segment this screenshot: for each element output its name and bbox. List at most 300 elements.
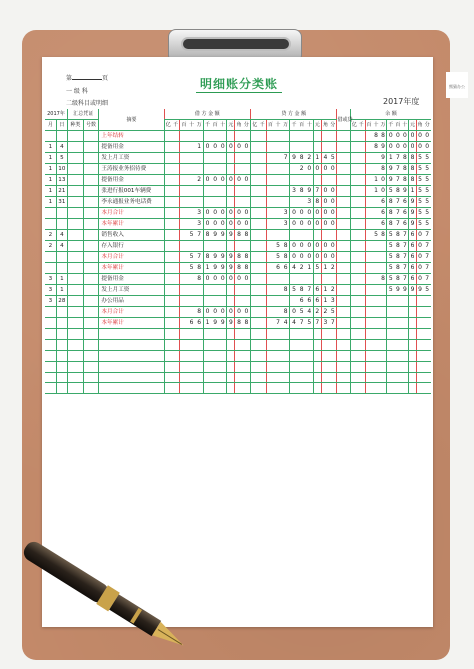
- credit-digit: [258, 153, 266, 164]
- debit-unit-header: 千: [172, 120, 180, 131]
- debit-digit: 5: [188, 252, 196, 263]
- debit-digit: [227, 285, 235, 296]
- header-row-1: [45, 109, 431, 120]
- credit-digit: [274, 131, 282, 142]
- debit-digit: 0: [203, 175, 211, 186]
- balance-digit: [358, 164, 365, 175]
- balance-digit: 0: [416, 263, 423, 274]
- debit-digit: 0: [243, 307, 251, 318]
- credit-digit: [290, 339, 298, 350]
- debit-digit: [211, 131, 219, 142]
- debit-digit: [172, 186, 180, 197]
- credit-digit: [306, 372, 314, 383]
- debit-digit: 3: [196, 219, 204, 230]
- credit-digit: [251, 296, 259, 307]
- balance-digit: [372, 339, 379, 350]
- balance-digit: [358, 197, 365, 208]
- debit-digit: [164, 318, 172, 329]
- debit-digit: [164, 383, 172, 394]
- table-row: [45, 153, 431, 164]
- debit-digit: [219, 186, 227, 197]
- debit-digit: [227, 241, 235, 252]
- credit-digit: 7: [298, 318, 306, 329]
- ledger-year: 2017年度: [383, 97, 420, 106]
- balance-digit: [380, 329, 387, 340]
- balance-digit: [372, 197, 379, 208]
- debit-digit: [203, 164, 211, 175]
- debit-digit: [219, 131, 227, 142]
- credit-digit: [266, 186, 274, 197]
- day-cell: [56, 318, 67, 329]
- credit-digit: 5: [274, 252, 282, 263]
- balance-digit: 0: [387, 142, 394, 153]
- balance-digit: 5: [423, 175, 431, 186]
- type-cell: [67, 241, 83, 252]
- balance-digit: 8: [380, 164, 387, 175]
- summary-cell: [99, 339, 164, 350]
- ledger-table: [45, 109, 431, 394]
- credit-digit: 2: [329, 285, 337, 296]
- type-cell: [67, 296, 83, 307]
- credit-digit: [313, 230, 321, 241]
- balance-digit: 8: [380, 230, 387, 241]
- summary-cell: 本月合计: [99, 252, 164, 263]
- credit-digit: [298, 383, 306, 394]
- type-cell: [67, 219, 83, 230]
- balance-digit: [365, 274, 372, 285]
- summary-cell: 本年累计: [99, 219, 164, 230]
- month-cell: [45, 318, 56, 329]
- debit-digit: [203, 197, 211, 208]
- dir-cell: [337, 339, 350, 350]
- number-cell: [83, 252, 99, 263]
- table-row: [45, 252, 431, 263]
- debit-digit: [172, 383, 180, 394]
- debit-digit: [188, 383, 196, 394]
- credit-digit: 6: [313, 296, 321, 307]
- balance-digit: [350, 296, 357, 307]
- credit-digit: [313, 339, 321, 350]
- balance-digit: [394, 296, 401, 307]
- credit-digit: [282, 186, 290, 197]
- balance-digit: [394, 339, 401, 350]
- debit-digit: [172, 153, 180, 164]
- debit-digit: [227, 164, 235, 175]
- debit-digit: [180, 263, 188, 274]
- day-cell: 5: [56, 153, 67, 164]
- balance-digit: [358, 241, 365, 252]
- credit-digit: [251, 230, 259, 241]
- balance-digit: 5: [387, 241, 394, 252]
- credit-digit: 4: [290, 263, 298, 274]
- balance-digit: 1: [409, 186, 416, 197]
- credit-digit: [290, 142, 298, 153]
- credit-digit: 0: [313, 208, 321, 219]
- balance-digit: 7: [402, 241, 409, 252]
- credit-unit-header: 十: [306, 120, 314, 131]
- debit-digit: [164, 175, 172, 186]
- debit-digit: 2: [196, 175, 204, 186]
- balance-digit: 9: [387, 175, 394, 186]
- balance-digit: 5: [416, 197, 423, 208]
- balance-digit: [350, 241, 357, 252]
- credit-unit-header: 百: [298, 120, 306, 131]
- month-cell: [45, 131, 56, 142]
- balance-digit: 7: [423, 230, 431, 241]
- summary-cell: [99, 350, 164, 361]
- debit-digit: [211, 329, 219, 340]
- debit-digit: [196, 285, 204, 296]
- debit-digit: 0: [235, 219, 243, 230]
- credit-digit: [251, 252, 259, 263]
- balance-digit: 8: [387, 219, 394, 230]
- balance-digit: [365, 285, 372, 296]
- credit-digit: [258, 131, 266, 142]
- debit-digit: [172, 252, 180, 263]
- debit-digit: [180, 230, 188, 241]
- debit-digit: [180, 208, 188, 219]
- balance-digit: [372, 372, 379, 383]
- balance-digit: [380, 372, 387, 383]
- credit-digit: [258, 274, 266, 285]
- credit-digit: [321, 339, 329, 350]
- balance-digit: 0: [380, 186, 387, 197]
- debit-digit: [180, 372, 188, 383]
- credit-digit: [251, 339, 259, 350]
- debit-digit: [203, 153, 211, 164]
- month-cell: [45, 383, 56, 394]
- balance-digit: [358, 329, 365, 340]
- credit-digit: [266, 274, 274, 285]
- credit-digit: 1: [321, 296, 329, 307]
- table-row: [45, 296, 431, 307]
- balance-digit: 6: [380, 208, 387, 219]
- balance-digit: 6: [402, 197, 409, 208]
- debit-digit: [243, 329, 251, 340]
- summary-cell: 本月合计: [99, 307, 164, 318]
- balance-digit: [380, 263, 387, 274]
- balance-digit: 8: [387, 208, 394, 219]
- credit-digit: 7: [313, 186, 321, 197]
- debit-digit: [172, 230, 180, 241]
- summary-cell: 王涛报业务招待费: [99, 164, 164, 175]
- debit-digit: 8: [235, 263, 243, 274]
- balance-digit: [387, 372, 394, 383]
- balance-digit: [416, 339, 423, 350]
- table-row: [45, 318, 431, 329]
- credit-digit: [329, 339, 337, 350]
- credit-digit: 0: [290, 219, 298, 230]
- clip-slot: [181, 37, 291, 51]
- debit-digit: [164, 219, 172, 230]
- credit-digit: [258, 230, 266, 241]
- balance-digit: [358, 252, 365, 263]
- debit-digit: [235, 350, 243, 361]
- debit-digit: [235, 131, 243, 142]
- type-cell: [67, 274, 83, 285]
- balance-digit: [423, 318, 431, 329]
- balance-digit: [387, 329, 394, 340]
- debit-digit: 6: [196, 318, 204, 329]
- credit-digit: 6: [306, 296, 314, 307]
- balance-digit: 5: [416, 208, 423, 219]
- debit-digit: [219, 164, 227, 175]
- day-cell: 4: [56, 241, 67, 252]
- day-cell: [56, 383, 67, 394]
- credit-digit: 0: [298, 219, 306, 230]
- table-row: [45, 274, 431, 285]
- balance-unit-header: 角: [416, 120, 423, 131]
- balance-digit: 8: [394, 252, 401, 263]
- credit-digit: 8: [282, 307, 290, 318]
- debit-digit: [196, 339, 204, 350]
- credit-digit: [313, 329, 321, 340]
- credit-digit: 5: [290, 285, 298, 296]
- balance-digit: [387, 339, 394, 350]
- credit-digit: [258, 252, 266, 263]
- debit-digit: [227, 361, 235, 372]
- balance-digit: 5: [423, 164, 431, 175]
- balance-digit: 7: [394, 175, 401, 186]
- table-row: [45, 230, 431, 241]
- number-cell: [83, 318, 99, 329]
- debit-digit: 0: [243, 219, 251, 230]
- debit-digit: [227, 329, 235, 340]
- balance-digit: [372, 307, 379, 318]
- number-cell: [83, 361, 99, 372]
- debit-digit: [164, 372, 172, 383]
- credit-digit: [313, 372, 321, 383]
- debit-digit: [227, 197, 235, 208]
- debit-digit: [164, 131, 172, 142]
- credit-digit: [251, 372, 259, 383]
- balance-digit: 0: [409, 142, 416, 153]
- day-cell: 31: [56, 197, 67, 208]
- debit-digit: 0: [227, 219, 235, 230]
- balance-digit: [358, 208, 365, 219]
- debit-digit: 8: [243, 252, 251, 263]
- dir-cell: [337, 208, 350, 219]
- balance-digit: [409, 372, 416, 383]
- debit-digit: [164, 208, 172, 219]
- credit-digit: [266, 285, 274, 296]
- debit-digit: [196, 153, 204, 164]
- balance-digit: [358, 142, 365, 153]
- dir-cell: [337, 361, 350, 372]
- balance-digit: [365, 263, 372, 274]
- debit-digit: [188, 131, 196, 142]
- balance-digit: [416, 329, 423, 340]
- credit-unit-header: 千: [290, 120, 298, 131]
- credit-unit-header: 角: [321, 120, 329, 131]
- debit-digit: 8: [196, 307, 204, 318]
- credit-digit: [321, 361, 329, 372]
- dir-cell: [337, 307, 350, 318]
- credit-digit: [290, 230, 298, 241]
- balance-digit: [394, 329, 401, 340]
- credit-digit: [329, 142, 337, 153]
- balance-digit: 0: [416, 274, 423, 285]
- balance-digit: 0: [394, 131, 401, 142]
- balance-digit: [358, 339, 365, 350]
- debit-digit: [180, 252, 188, 263]
- balance-digit: [358, 175, 365, 186]
- balance-digit: [365, 131, 372, 142]
- balance-digit: [350, 230, 357, 241]
- balance-digit: 5: [387, 263, 394, 274]
- balance-digit: [423, 339, 431, 350]
- debit-digit: 0: [203, 208, 211, 219]
- balance-digit: 5: [423, 197, 431, 208]
- debit-digit: [188, 274, 196, 285]
- voucher-year-header: 2017年: [45, 109, 67, 120]
- balance-digit: [394, 383, 401, 394]
- debit-digit: 9: [227, 318, 235, 329]
- balance-digit: [409, 339, 416, 350]
- debit-digit: [219, 296, 227, 307]
- credit-digit: 4: [290, 318, 298, 329]
- credit-digit: [251, 318, 259, 329]
- debit-digit: [172, 307, 180, 318]
- balance-digit: [372, 252, 379, 263]
- credit-digit: 2: [329, 263, 337, 274]
- credit-digit: [313, 383, 321, 394]
- credit-digit: [258, 263, 266, 274]
- balance-digit: 8: [394, 274, 401, 285]
- credit-digit: [306, 175, 314, 186]
- debit-digit: [188, 350, 196, 361]
- credit-digit: [266, 372, 274, 383]
- credit-digit: 0: [306, 164, 314, 175]
- balance-digit: [365, 186, 372, 197]
- debit-unit-header: 百: [211, 120, 219, 131]
- balance-digit: [394, 372, 401, 383]
- credit-digit: [313, 350, 321, 361]
- credit-digit: [329, 131, 337, 142]
- type-cell: [67, 372, 83, 383]
- debit-unit-header: 角: [235, 120, 243, 131]
- type-cell: [67, 307, 83, 318]
- number-cell: [83, 372, 99, 383]
- debit-digit: 0: [219, 219, 227, 230]
- credit-digit: [306, 142, 314, 153]
- balance-digit: [372, 241, 379, 252]
- debit-digit: [196, 361, 204, 372]
- balance-digit: [365, 175, 372, 186]
- debit-digit: [235, 372, 243, 383]
- day-cell: [56, 252, 67, 263]
- debit-digit: 0: [211, 307, 219, 318]
- number-cell: [83, 186, 99, 197]
- debit-digit: [235, 241, 243, 252]
- summary-cell: 李永通报业务电话费: [99, 197, 164, 208]
- credit-digit: [266, 263, 274, 274]
- debit-digit: [180, 339, 188, 350]
- balance-digit: [409, 350, 416, 361]
- debit-digit: [219, 329, 227, 340]
- credit-digit: [321, 383, 329, 394]
- day-cell: 4: [56, 230, 67, 241]
- summary-cell: 存入银行: [99, 241, 164, 252]
- debit-digit: 9: [211, 318, 219, 329]
- table-row: [45, 164, 431, 175]
- debit-digit: [243, 383, 251, 394]
- credit-digit: [290, 361, 298, 372]
- debit-digit: 5: [188, 263, 196, 274]
- balance-digit: 8: [409, 164, 416, 175]
- debit-digit: 8: [235, 252, 243, 263]
- table-row: [45, 307, 431, 318]
- credit-digit: [290, 164, 298, 175]
- credit-digit: [274, 372, 282, 383]
- balance-digit: [358, 296, 365, 307]
- debit-digit: [188, 153, 196, 164]
- credit-digit: [266, 361, 274, 372]
- debit-digit: [172, 164, 180, 175]
- balance-digit: [365, 339, 372, 350]
- debit-digit: [196, 329, 204, 340]
- credit-unit-header: 分: [329, 120, 337, 131]
- debit-digit: [164, 142, 172, 153]
- credit-digit: [274, 285, 282, 296]
- debit-digit: 7: [196, 252, 204, 263]
- debit-digit: [227, 186, 235, 197]
- debit-digit: [196, 164, 204, 175]
- balance-digit: [365, 318, 372, 329]
- debit-header: 借 方 金 额: [164, 109, 250, 120]
- balance-digit: [358, 372, 365, 383]
- type-cell: [67, 350, 83, 361]
- balance-digit: 7: [423, 241, 431, 252]
- balance-digit: 6: [409, 230, 416, 241]
- debit-digit: 0: [219, 208, 227, 219]
- balance-digit: 5: [416, 175, 423, 186]
- balance-digit: [380, 318, 387, 329]
- balance-digit: [350, 361, 357, 372]
- balance-digit: 9: [380, 153, 387, 164]
- debit-digit: [188, 142, 196, 153]
- summary-cell: [99, 361, 164, 372]
- balance-digit: [365, 383, 372, 394]
- credit-digit: 0: [329, 252, 337, 263]
- type-cell: [67, 285, 83, 296]
- debit-digit: [180, 164, 188, 175]
- dir-cell: [337, 383, 350, 394]
- credit-digit: [282, 142, 290, 153]
- summary-cell: [99, 329, 164, 340]
- credit-digit: [251, 197, 259, 208]
- month-cell: 1: [45, 164, 56, 175]
- balance-digit: [350, 307, 357, 318]
- day-cell: 13: [56, 175, 67, 186]
- debit-digit: [243, 350, 251, 361]
- number-cell: [83, 383, 99, 394]
- credit-digit: 4: [321, 153, 329, 164]
- debit-digit: [188, 197, 196, 208]
- dir-cell: [337, 186, 350, 197]
- balance-digit: 9: [409, 197, 416, 208]
- dir-cell: [337, 131, 350, 142]
- balance-digit: [380, 383, 387, 394]
- credit-digit: [282, 230, 290, 241]
- table-row: [45, 372, 431, 383]
- balance-digit: [423, 361, 431, 372]
- balance-digit: [358, 285, 365, 296]
- credit-digit: [298, 197, 306, 208]
- debit-digit: [180, 383, 188, 394]
- balance-digit: [365, 142, 372, 153]
- credit-digit: [251, 186, 259, 197]
